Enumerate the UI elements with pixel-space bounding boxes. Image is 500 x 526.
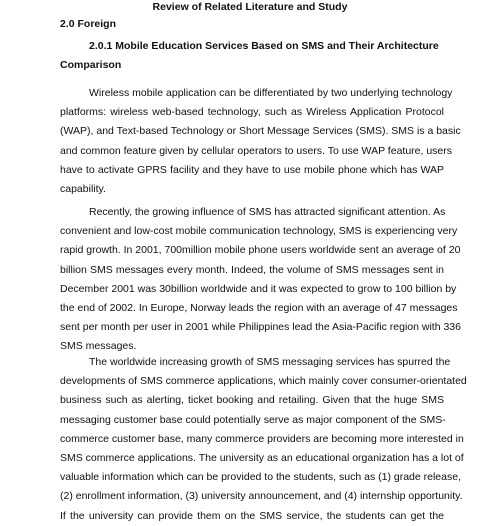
paragraph-line: SMS commerce applications. The university as an educational organization has a lot of: [60, 452, 464, 465]
paragraph-line: Wireless mobile application can be differentiated by two underlying technology: [89, 87, 453, 99]
chapter-title: Review of Related Literature and Study: [152, 1, 348, 13]
paragraph-line: the end of 2002. In Europe, Norway leads the region with an average of 47 messages: [60, 302, 458, 315]
section-heading: 2.0 Foreign: [60, 18, 117, 30]
paragraph-line: have to activate GPRS facility and they have to use mobile phone which has WAP: [60, 163, 444, 176]
paragraph-line: platforms: wireless web-based technology, such as Wireless Application Protocol: [60, 106, 444, 119]
paragraph-line: valuable information which can be provided to the students, such as (1) grade release,: [60, 471, 461, 484]
paragraph-line: Recently, the growing influence of SMS has attracted significant attention. As: [89, 206, 446, 218]
paragraph-line: SMS messages.: [60, 340, 137, 353]
paragraph-line: sent per month per user in 2001 while Philippines lead the Asia-Pacific region with 336: [60, 321, 461, 334]
paragraph-line: (2) enrollment information, (3) university announcement, and (4) internship opportunity.: [60, 490, 463, 503]
paragraph-line: rapid growth. In 2001, 700million mobile phone users worldwide sent an average of 20: [60, 244, 461, 257]
paragraph-wireless-platforms: [60, 84, 461, 199]
paragraph-line: commerce customer base, many commerce providers are becoming more interested in: [60, 432, 464, 445]
paragraph-line: developments of SMS commerce applications, which mainly cover consumer-orientated: [60, 375, 467, 388]
paragraph-line: business such as alerting, ticket booking and retailing. Given that the huge SMS: [60, 394, 444, 407]
paragraph-line: messaging customer base could potentially serve as major component of the SMS-: [60, 413, 446, 426]
paragraph-line: and common feature given by cellular operators to users. To use WAP feature, users: [60, 144, 453, 157]
paragraph-sms-commerce: [60, 353, 467, 526]
paragraph-sms-growth: [60, 203, 461, 357]
paragraph-line: December 2001 was 30billion worldwide and it was expected to grow to 100 billion by: [60, 282, 457, 295]
subsection-heading: 2.0.1 Mobile Education Services Based on SMS and Their Architecture Comparison: [60, 40, 439, 71]
paragraph-line: capability.: [60, 183, 106, 196]
paragraph-line: convenient and low-cost mobile communication technology, SMS is experiencing very: [60, 225, 458, 238]
paragraph-line: billion SMS messages every month. Indeed, the volume of SMS messages sent in: [60, 263, 444, 276]
paragraph-line: If the university can provide them on the SMS service, the students can get the: [60, 509, 444, 522]
paragraph-line: (WAP), and Text-based Technology or Short Message Services (SMS). SMS is a basic: [60, 125, 461, 138]
paragraph-line: The worldwide increasing growth of SMS messaging services has spurred the: [89, 356, 451, 368]
